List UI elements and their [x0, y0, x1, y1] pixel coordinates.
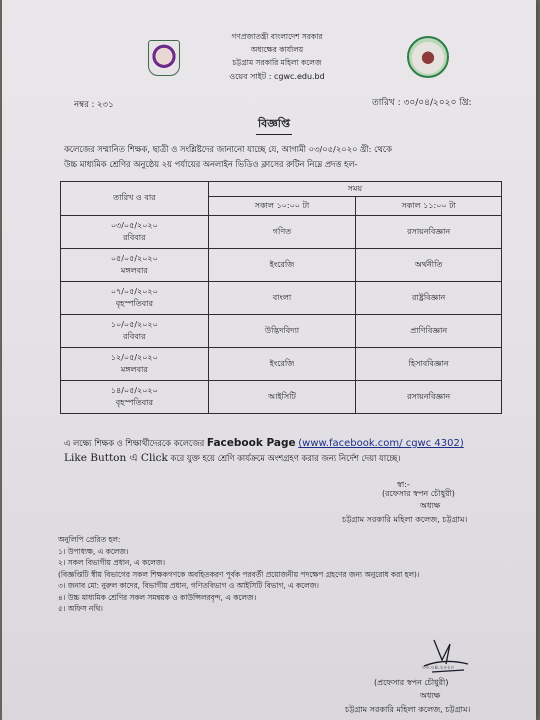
date-day-header: তারিখ ও বার [61, 182, 209, 216]
date-day-cell [61, 282, 209, 315]
facebook-suffix: করে যুক্ত হয়ে শ্রেণি কার্যক্রমে অংশগ্রহণ করার জন্য নির্দেশ দেয়া যাচ্ছে। [167, 453, 401, 463]
header-office: অধ্যক্ষের কার্যালয় [250, 45, 304, 54]
subject-cell: আইসিটি [208, 381, 356, 414]
header-college: চট্টগ্রাম সরকারি মহিলা কলেজ [232, 58, 322, 67]
subject-cell: বাংলা [208, 282, 356, 315]
list-item: ৩। জনাব মো: নুরুল কাদের, বিভাগীয় প্রধান, গণিতবিভাগ ও আইসিটি বিভাগ, এ কলেজ। [58, 581, 319, 590]
day-text: বৃহস্পতিবার [115, 398, 153, 407]
subject-cell: প্রাণিবিজ্ঞান [356, 315, 502, 348]
facebook-page-label: Facebook Page [206, 437, 296, 449]
header-website: ওয়েব সাইট : cgwc.edu.bd [229, 72, 325, 81]
subject-cell: হিসাববিজ্ঞান [356, 348, 502, 381]
date-text: ১০/০৫/২০২০ [110, 320, 158, 329]
date-text: ১৪/০৫/২০২০ [110, 386, 158, 395]
signatory-name: (রফেসার স্বপন চৌধুরী) [382, 489, 455, 498]
day-text: বৃহস্পতিবার [115, 299, 153, 308]
date-day-cell [61, 315, 209, 348]
day-text: মঙ্গলবার [120, 365, 148, 374]
notice-paper [2, 0, 536, 720]
table-row [61, 282, 502, 315]
list-item: ৫। অফিস নথি। [58, 604, 103, 613]
subject-cell: রসায়নবিজ্ঞান [356, 216, 502, 249]
notice-paragraph-line1: কলেজের সম্মানিত শিক্ষক, ছাত্রী ও সংশ্লিষ্টদের জানানো যাচ্ছে যে, আগামী ০৩/০৫/২০২০ খ্রী: থেকে [64, 144, 392, 154]
copies-list [58, 534, 420, 615]
header-government: গণপ্রজাতন্ত্রী বাংলাদেশ সরকার [231, 32, 323, 41]
date-text: ১২/০৫/২০২০ [110, 353, 158, 362]
day-text: রবিবার [123, 332, 146, 341]
subject-cell: ইংরেজি [208, 348, 356, 381]
facebook-instruction-line1 [64, 437, 464, 451]
subject-cell: রাষ্ট্রবিজ্ঞান [356, 282, 502, 315]
memo-number: নম্বর : ২৩১ [74, 100, 114, 110]
list-item: (বিজ্ঞপ্তিটি স্বীয় বিভাগের সকল শিক্ষকগণকে অবহিতকরণ পূর্বক পরবর্তী প্রয়োজনীয় পদক্ষেপ গ্রহণের জন্য অনুরোধ করা হল)। [58, 569, 420, 579]
time-header: সময় [208, 182, 501, 197]
seal-logo [407, 36, 449, 78]
date-day-cell [61, 381, 209, 414]
signatory2-title: অধ্যক্ষ [420, 691, 441, 700]
subject-cell: ইংরেজি [208, 249, 356, 282]
day-text: রবিবার [123, 233, 146, 242]
date-day-cell [61, 216, 209, 249]
list-item: ২। সকল বিভাগীয় প্রধান, এ কলেজ। [58, 558, 166, 567]
subject-cell: অর্থনীতি [356, 249, 502, 282]
date-text: ০৫/০৫/২০২০ [110, 254, 158, 263]
subject-cell: রসায়নবিজ্ঞান [356, 381, 502, 414]
subject-cell: গণিত [208, 216, 356, 249]
date-day-cell [61, 348, 209, 381]
list-item: ৪। উচ্চ মাধ্যমিক শ্রেণির সকল সমন্বয়ক ও কাউন্সিলরবৃন্দ, এ কলেজ। [58, 592, 257, 602]
signatory-title: অধ্যক্ষ [420, 501, 441, 510]
facebook-link[interactable]: (www.facebook.com/ cgwc 4302) [298, 438, 464, 449]
table-row [61, 216, 502, 249]
list-item: ১। উপাধ্যক্ষ, এ কলেজ। [58, 546, 129, 556]
signature-mark: স্বা:- [397, 480, 410, 489]
notice-date: তারিখ : ৩০/০৪/২০২০ খ্রি: [372, 98, 472, 108]
table-row [61, 315, 502, 348]
day-text: মঙ্গলবার [120, 266, 148, 275]
subject-cell: উদ্ভিদবিদ্যা [208, 315, 356, 348]
table-header-row [61, 182, 502, 197]
signatory-institution: চট্টগ্রাম সরকারি মহিলা কলেজ, চট্টগ্রাম। [342, 515, 468, 524]
facebook-instruction-line2 [64, 451, 400, 468]
date-text: ০৭/০৫/২০২০ [110, 287, 158, 296]
signatory2-institution: চট্টগ্রাম সরকারি মহিলা কলেজ, চট্টগ্রাম। [345, 705, 471, 714]
date-day-cell [61, 249, 209, 282]
table-row [61, 348, 502, 381]
date-text: ০৩/০৫/২০২০ [110, 221, 158, 230]
slot2-header: সকাল ১১:০০ টা [356, 197, 502, 216]
signature-date: ৩০.০৪.২০২০ [422, 665, 455, 671]
table-row [61, 249, 502, 282]
slot1-header: সকাল ১০:০০ টা [208, 197, 356, 216]
facebook-prefix: এ লক্ষ্যে শিক্ষক ও শিক্ষার্থীদেরকে কলেজের [64, 438, 207, 448]
signatory2-name: (প্রফেসার স্বপন চৌধুরী) [374, 678, 449, 687]
copies-heading: অনুলিপি প্রেরিত হল: [58, 535, 121, 544]
routine-table [60, 181, 502, 414]
table-row [61, 381, 502, 414]
notice-paragraph-line2: উচ্চ মাধ্যমিক শ্রেণির অনুষ্ঠেয় ২য় পর্যায়ের অনলাইন ভিডিও ক্লাসের রুটিন নিম্নে প্রদত্ত হল- [64, 159, 358, 169]
like-button-text: Like Button এ Click [64, 452, 168, 464]
notice-title: বিজ্ঞপ্তি [256, 115, 292, 135]
